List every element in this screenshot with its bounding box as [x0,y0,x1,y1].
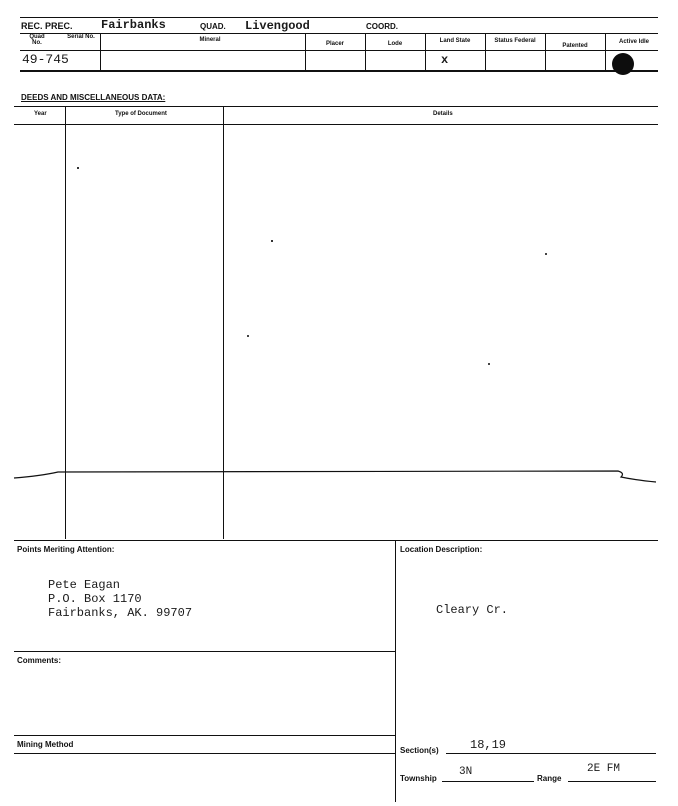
col-status-federal: Status Federal [494,38,536,44]
col-patented: Patented [562,43,588,49]
section-value: 18,19 [470,738,507,752]
land-state-mark: x [441,53,449,67]
col-divider [485,33,486,70]
col-land-state: Land State [439,38,471,44]
location-label: Location Description: [400,545,483,554]
scan-speck [271,240,273,242]
col-lode: Lode [387,41,403,47]
scan-speck [77,167,79,169]
comments-label: Comments: [17,656,62,665]
header-row-mid-line [20,50,658,51]
quad-value: Livengood [245,19,310,33]
lower-section-top-line [14,540,658,541]
section-underline [446,753,656,754]
col-mineral: Mineral [199,37,221,43]
deeds-col-year: Year [34,111,47,117]
scan-fold-line [0,460,678,490]
mining-method-top-line [14,735,395,736]
township-underline [442,781,534,782]
rec-prec-value: Fairbanks [101,18,166,32]
col-divider [545,33,546,70]
deeds-section-title: DEEDS AND MISCELLANEOUS DATA: [21,93,166,102]
deeds-col-type: Type of Document [115,111,167,117]
points-line-1: Pete Eagan [48,578,121,592]
scan-speck [488,363,490,365]
points-label: Points Meriting Attention: [17,545,115,554]
deeds-top-line [14,106,658,107]
mining-method-label: Mining Method [17,740,74,749]
col-active-idle: Active Idle [618,39,649,45]
location-value: Cleary Cr. [436,603,509,617]
col-divider [100,33,101,70]
points-line-2: P.O. Box 1170 [48,592,142,606]
range-label: Range [537,774,562,783]
scan-speck [247,335,249,337]
col-divider [605,33,606,70]
col-serial-no: Serial No. [67,34,95,40]
scan-speck [545,253,547,255]
header-row-top-line [20,33,658,34]
col-divider [425,33,426,70]
rec-prec-label: REC. PREC. [21,21,73,31]
township-value: 3N [459,766,473,778]
col-divider [305,33,306,70]
quad-serial-value: 49-745 [22,52,69,67]
comments-top-line [14,651,395,652]
section-label: Section(s) [400,746,439,755]
range-underline [568,781,656,782]
header-row-bottom-line [20,70,658,72]
col-quad-no: Quad No. [29,34,45,46]
range-value: 2E FM [587,763,621,775]
township-label: Township [400,774,437,783]
col-placer: Placer [325,41,344,47]
deeds-header-line [14,124,658,125]
lower-center-divider [395,540,396,802]
deeds-col-details: Details [433,111,453,117]
points-line-3: Fairbanks, AK. 99707 [48,606,193,620]
quad-label: QUAD. [200,22,226,31]
col-divider [365,33,366,70]
coord-label: COORD. [366,22,398,31]
active-status-dot [612,53,634,75]
mining-method-bottom-line [14,753,395,754]
